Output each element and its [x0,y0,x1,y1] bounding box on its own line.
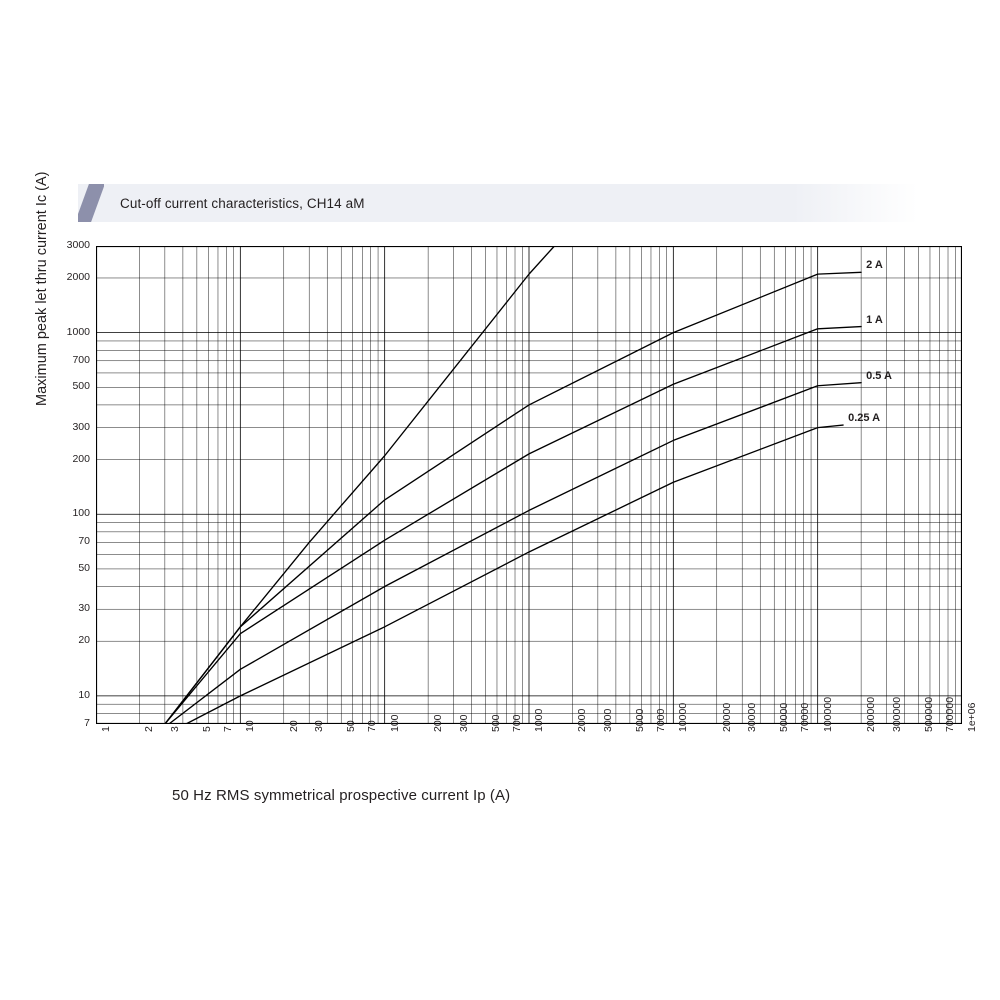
x-tick-label: 300 [457,714,470,732]
x-tick-label: 30 [313,720,326,732]
curve-label-0-25-a: 0.25 A [848,412,881,425]
grid-major [96,246,962,724]
x-tick-label: 10000 [677,702,690,732]
curve-label-1-a: 1 A [866,313,883,326]
x-tick-label: 2 [143,726,156,732]
section-banner [78,184,918,222]
y-tick-label: 300 [72,420,90,433]
x-tick-label: 300000 [890,696,903,732]
x-tick-label: 10 [244,720,257,732]
x-tick-label: 200 [432,714,445,732]
chart-plot [96,246,962,724]
y-tick-label: 1000 [66,325,90,338]
banner-accent-mark [78,184,104,222]
curve-2-a [165,272,861,724]
y-tick-label: 50 [78,561,90,574]
x-tick-label: 1e+06 [966,702,978,732]
y-axis-label: Maximum peak let thru current Ic (A) [34,171,50,406]
x-tick-label: 30000 [746,702,759,732]
x-tick-label: 500000 [922,696,935,732]
curve-label-2-a: 2 A [866,259,883,272]
y-tick-label: 7 [84,717,90,729]
x-tick-label: 5 [200,726,213,732]
x-tick-label: 500 [489,714,502,732]
x-tick-label: 100 [388,714,401,732]
curve-0-25-a [186,425,843,724]
x-tick-label: 7000 [654,708,667,732]
x-tick-label: 3 [168,726,181,732]
x-tick-label: 50 [345,720,358,732]
y-tick-label: 30 [78,602,90,615]
x-tick-label: 100000 [821,696,834,732]
y-tick-label: 3000 [66,239,90,251]
x-tick-label: 200000 [865,696,878,732]
y-tick-label: 20 [78,634,90,647]
y-tick-label: 200 [72,452,90,465]
y-tick-label: 70 [78,535,90,548]
x-tick-label: 50000 [778,702,791,732]
x-tick-label: 7 [221,726,234,732]
x-tick-label: 5000 [633,708,646,732]
chart-curves [165,246,861,724]
x-tick-label: 1000 [533,708,545,732]
curve-symmetrical-peak-line [165,246,555,724]
x-tick-label: 70000 [799,702,812,732]
y-tick-label: 10 [78,688,90,701]
x-tick-label: 700 [510,714,523,732]
x-tick-label: 20 [287,720,300,732]
x-tick-label: 70 [366,720,379,732]
x-tick-label: 2000 [576,708,589,732]
y-tick-label: 100 [72,507,90,520]
x-tick-label: 20000 [720,702,733,732]
x-tick-label: 3000 [601,708,614,732]
banner-title: Cut-off current characteristics, CH14 aM [120,195,365,211]
y-tick-label: 2000 [66,270,90,283]
x-tick-label: 1 [100,726,112,732]
x-tick-label: 700000 [943,696,956,732]
curve-label-0-5-a: 0.5 A [866,369,892,382]
x-axis-label: 50 Hz RMS symmetrical prospective current Ip (A) [172,787,511,804]
y-tick-label: 700 [72,353,90,366]
curve-1-a [165,327,861,724]
y-tick-label: 500 [72,380,90,393]
